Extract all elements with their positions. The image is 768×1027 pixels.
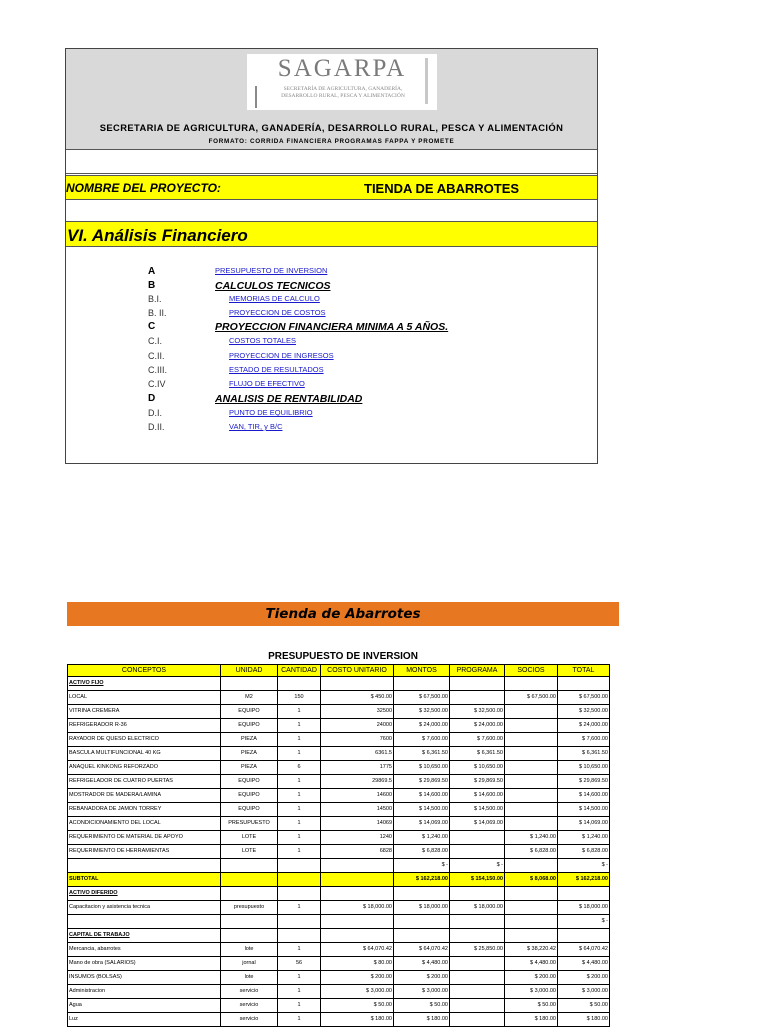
table-cell: $ 50.00 <box>558 999 610 1013</box>
table-cell: 14500 <box>321 803 394 817</box>
table-cell: REFRIGERADOR R-36 <box>68 719 221 733</box>
toc-key: B <box>148 280 156 291</box>
table-cell <box>221 915 278 929</box>
table-cell <box>505 705 558 719</box>
table-cell: $ 180.00 <box>394 1013 450 1027</box>
table-cell: 1 <box>278 1013 321 1027</box>
table-cell: $ - <box>558 915 610 929</box>
table-cell: $ 14,069.00 <box>558 817 610 831</box>
table-row <box>68 831 610 845</box>
table-cell <box>505 929 558 943</box>
table-cell: 1 <box>278 943 321 957</box>
table-row <box>68 705 610 719</box>
table-cell: $ 67,500.00 <box>558 691 610 705</box>
table-cell: $ 200.00 <box>505 971 558 985</box>
table-cell: servicio <box>221 999 278 1013</box>
table-cell <box>505 817 558 831</box>
table-cell <box>450 691 505 705</box>
table-cell <box>221 887 278 901</box>
table-cell: $ 50.00 <box>394 999 450 1013</box>
table-cell <box>221 873 278 887</box>
table-cell: 150 <box>278 691 321 705</box>
table-cell: $ 24,000.00 <box>394 719 450 733</box>
table-cell: EQUIPO <box>221 803 278 817</box>
toc-item <box>66 379 597 393</box>
table-cell <box>505 789 558 803</box>
agency-name: SECRETARIA DE AGRICULTURA, GANADERÍA, DESARROLLO RURAL, PESCA Y ALIMENTACIÓN <box>99 122 564 133</box>
table-cell: $ 10,650.00 <box>394 761 450 775</box>
toc-item <box>66 408 597 422</box>
budget-table <box>67 664 610 1027</box>
toc-item <box>66 365 597 379</box>
table-cell <box>278 915 321 929</box>
table-cell: Agua <box>68 999 221 1013</box>
toc-item <box>66 351 597 365</box>
table-cell <box>505 859 558 873</box>
divider <box>66 173 597 174</box>
toc-key: C.II. <box>148 351 165 361</box>
table-cell <box>321 915 394 929</box>
column-header: PROGRAMA <box>450 665 505 677</box>
toc-heading: CALCULOS TECNICOS <box>215 280 331 292</box>
table-cell: 1 <box>278 705 321 719</box>
table-cell: $ 1,240.00 <box>394 831 450 845</box>
table-cell: 6 <box>278 761 321 775</box>
table-cell: Administracion <box>68 985 221 999</box>
table-cell <box>505 747 558 761</box>
format-label: FORMATO: CORRIDA FINANCIERA PROGRAMAS FAPPA Y PROMETE <box>208 138 455 145</box>
table-cell: Capacitacion y asistencia tecnica <box>68 901 221 915</box>
table-cell: 1 <box>278 971 321 985</box>
column-header: COSTO UNITARIO <box>321 665 394 677</box>
table-cell: $ 4,480.00 <box>505 957 558 971</box>
table-cell: 56 <box>278 957 321 971</box>
column-header: CONCEPTOS <box>68 665 221 677</box>
table-cell: $ - <box>558 859 610 873</box>
table-cell: ACONDICIONAMIENTO DEL LOCAL <box>68 817 221 831</box>
table-row <box>68 719 610 733</box>
toc-link[interactable]: ESTADO DE RESULTADOS <box>229 365 324 374</box>
table-cell: LOTE <box>221 845 278 859</box>
column-header: TOTAL <box>558 665 610 677</box>
section-row <box>68 887 610 901</box>
table-cell: 1 <box>278 845 321 859</box>
table-cell: 1 <box>278 999 321 1013</box>
table-cell: $ - <box>450 859 505 873</box>
table-cell <box>394 677 450 691</box>
table-cell <box>558 677 610 691</box>
table-cell <box>278 873 321 887</box>
table-row <box>68 803 610 817</box>
table-cell: REBANADORA DE JAMON TORREY <box>68 803 221 817</box>
logo-subtitle: SECRETARÍA DE AGRICULTURA, GANADERÍA, DESARROLLO RURAL, PESCA Y ALIMENTACIÓN <box>281 86 405 99</box>
table-cell <box>450 845 505 859</box>
table-cell: $ 180.00 <box>558 1013 610 1027</box>
table-cell: $ 3,000.00 <box>558 985 610 999</box>
toc-key: B.I. <box>148 294 162 304</box>
table-cell: ACTIVO FIJO <box>68 677 221 691</box>
table-cell: ANAQUEL KINKONG REFORZADO <box>68 761 221 775</box>
table-cell: $ 38,220.42 <box>505 943 558 957</box>
column-header: MONTOS <box>394 665 450 677</box>
table-cell <box>321 873 394 887</box>
table-cell <box>450 929 505 943</box>
table-cell: Mercancia, abarrotes <box>68 943 221 957</box>
toc-key: C.I. <box>148 336 163 346</box>
table-cell: 1775 <box>321 761 394 775</box>
table-cell: $ 18,000.00 <box>394 901 450 915</box>
table-row <box>68 943 610 957</box>
table-cell: 1 <box>278 775 321 789</box>
table-row <box>68 999 610 1013</box>
table-cell: ACTIVO DIFERIDO <box>68 887 221 901</box>
table-cell <box>450 915 505 929</box>
table-cell: $ 32,500.00 <box>394 705 450 719</box>
project-row <box>66 175 597 200</box>
table-cell: $ 1,240.00 <box>505 831 558 845</box>
table-cell: $ 6,361.50 <box>450 747 505 761</box>
table-row <box>68 789 610 803</box>
table-cell: $ 50.00 <box>321 999 394 1013</box>
table-cell: RAYADOR DE QUESO ELECTRICO <box>68 733 221 747</box>
table-cell: 1 <box>278 817 321 831</box>
table-cell: $ 200.00 <box>321 971 394 985</box>
table-cell: $ 1,240.00 <box>558 831 610 845</box>
table-cell: $ 6,828.00 <box>505 845 558 859</box>
table-cell: 1 <box>278 901 321 915</box>
budget-header-row <box>68 665 610 677</box>
table-cell <box>505 719 558 733</box>
table-cell: 32500 <box>321 705 394 719</box>
table-cell <box>321 929 394 943</box>
column-header: SOCIOS <box>505 665 558 677</box>
table-cell: $ 3,000.00 <box>505 985 558 999</box>
table-cell <box>450 971 505 985</box>
table-cell <box>68 915 221 929</box>
table-cell <box>321 887 394 901</box>
table-cell <box>505 901 558 915</box>
table-cell: 14069 <box>321 817 394 831</box>
table-cell: EQUIPO <box>221 719 278 733</box>
table-cell <box>221 859 278 873</box>
table-cell <box>278 887 321 901</box>
subtotal-row <box>68 873 610 887</box>
table-cell: $ 154,150.00 <box>450 873 505 887</box>
table-cell <box>450 1013 505 1027</box>
table-cell: 1 <box>278 985 321 999</box>
toc-item <box>66 336 597 350</box>
table-cell: 1 <box>278 831 321 845</box>
table-cell <box>221 929 278 943</box>
table-cell: $ 18,000.00 <box>321 901 394 915</box>
project-label: NOMBRE DEL PROYECTO: <box>66 181 221 195</box>
table-cell: 14600 <box>321 789 394 803</box>
table-cell: Luz <box>68 1013 221 1027</box>
table-cell: PIEZA <box>221 733 278 747</box>
table-cell: $ 450.00 <box>321 691 394 705</box>
toc-link[interactable]: COSTOS TOTALES <box>229 336 296 345</box>
table-cell: $ 162,218.00 <box>558 873 610 887</box>
table-cell: 6828 <box>321 845 394 859</box>
toc-item <box>66 280 597 294</box>
toc-item <box>66 422 597 436</box>
toc-item <box>66 294 597 308</box>
table-cell: $ 29,869.50 <box>394 775 450 789</box>
toc-item <box>66 393 597 407</box>
table-cell: 24000 <box>321 719 394 733</box>
table-cell: $ 64,070.42 <box>558 943 610 957</box>
cover-sheet <box>65 48 598 464</box>
table-cell <box>505 915 558 929</box>
toc-item <box>66 321 597 335</box>
sagarpa-logo <box>247 54 437 110</box>
table-cell: EQUIPO <box>221 789 278 803</box>
table-cell <box>68 859 221 873</box>
table-cell: LOCAL <box>68 691 221 705</box>
table-cell: $ 14,600.00 <box>394 789 450 803</box>
table-cell <box>505 677 558 691</box>
toc-item <box>66 266 597 280</box>
table-cell: servicio <box>221 985 278 999</box>
table-row <box>68 957 610 971</box>
table-cell: 6361.5 <box>321 747 394 761</box>
table-cell: EQUIPO <box>221 775 278 789</box>
table-cell: jornal <box>221 957 278 971</box>
toc-item <box>66 308 597 322</box>
table-cell: $ 29,869.50 <box>450 775 505 789</box>
table-cell: servicio <box>221 1013 278 1027</box>
table-cell <box>450 985 505 999</box>
table-cell: REFRIGELADOR DE CUATRO PUERTAS <box>68 775 221 789</box>
table-cell <box>505 733 558 747</box>
table-cell: $ 200.00 <box>558 971 610 985</box>
table-cell: $ - <box>394 859 450 873</box>
toc-link[interactable]: PRESUPUESTO DE INVERSION <box>215 266 328 275</box>
toc-key: C.III. <box>148 365 168 375</box>
table-cell <box>321 677 394 691</box>
table-cell: $ 8,068.00 <box>505 873 558 887</box>
table-cell: VITRINA CREMERA <box>68 705 221 719</box>
table-cell: REQUERIMIENTO DE MATERIAL DE APOYO <box>68 831 221 845</box>
table-cell: $ 14,600.00 <box>558 789 610 803</box>
toc-link[interactable]: FLUJO DE EFECTIVO <box>229 379 305 388</box>
table-row <box>68 971 610 985</box>
table-row <box>68 1013 610 1027</box>
table-cell: 1240 <box>321 831 394 845</box>
table-cell <box>394 929 450 943</box>
table-cell: $ 3,000.00 <box>321 985 394 999</box>
table-cell <box>394 887 450 901</box>
table-cell: REQUERIMIENTO DE HERRAMIENTAS <box>68 845 221 859</box>
table-row <box>68 775 610 789</box>
table-cell: $ 29,869.50 <box>558 775 610 789</box>
table-cell: $ 24,000.00 <box>558 719 610 733</box>
table-row <box>68 985 610 999</box>
table-cell: $ 25,850.00 <box>450 943 505 957</box>
toc-key: D.II. <box>148 422 165 432</box>
table-cell: $ 7,600.00 <box>394 733 450 747</box>
table-cell: $ 14,500.00 <box>450 803 505 817</box>
table-cell <box>450 831 505 845</box>
table-cell: presupuesto <box>221 901 278 915</box>
budget-title: PRESUPUESTO DE INVERSION <box>268 651 418 662</box>
table-cell: INSUMOS (BOLSAS) <box>68 971 221 985</box>
table-cell <box>558 929 610 943</box>
table-cell: $ 32,500.00 <box>450 705 505 719</box>
table-row <box>68 747 610 761</box>
table-cell: $ 14,500.00 <box>394 803 450 817</box>
table-cell: $ 7,600.00 <box>558 733 610 747</box>
column-header: UNIDAD <box>221 665 278 677</box>
section-title: VI. Análisis Financiero <box>67 226 248 245</box>
toc-link[interactable]: VAN, TIR, y B/C <box>229 422 283 431</box>
table-cell <box>558 887 610 901</box>
table-row <box>68 691 610 705</box>
table-cell: $ 50.00 <box>505 999 558 1013</box>
table-cell <box>505 775 558 789</box>
table-cell: 1 <box>278 803 321 817</box>
table-cell: $ 200.00 <box>394 971 450 985</box>
table-cell: 1 <box>278 747 321 761</box>
table-cell: PIEZA <box>221 747 278 761</box>
table-cell: $ 14,500.00 <box>558 803 610 817</box>
toc-key: B. II. <box>148 308 167 318</box>
table-cell: 1 <box>278 733 321 747</box>
table-cell: CAPITAL DE TRABAJO <box>68 929 221 943</box>
table-cell: $ 6,828.00 <box>394 845 450 859</box>
table-cell <box>278 859 321 873</box>
section-row <box>68 677 610 691</box>
table-cell <box>505 803 558 817</box>
table-cell: EQUIPO <box>221 705 278 719</box>
table-cell: $ 4,480.00 <box>558 957 610 971</box>
table-cell <box>394 915 450 929</box>
table-cell: $ 67,500.00 <box>394 691 450 705</box>
table-cell: $ 24,000.00 <box>450 719 505 733</box>
table-row <box>68 845 610 859</box>
table-cell: $ 14,069.00 <box>394 817 450 831</box>
table-cell <box>278 929 321 943</box>
table-row <box>68 761 610 775</box>
table-cell: $ 6,361.50 <box>394 747 450 761</box>
toc-link[interactable]: MEMORIAS DE CALCULO <box>229 294 320 303</box>
table-cell: 1 <box>278 789 321 803</box>
table-cell: 1 <box>278 719 321 733</box>
toc-heading: PROYECCION FINANCIERA MINIMA A 5 AÑOS. <box>215 321 449 333</box>
table-cell: $ 4,480.00 <box>394 957 450 971</box>
table-cell: $ 162,218.00 <box>394 873 450 887</box>
table-cell: $ 6,828.00 <box>558 845 610 859</box>
table-cell: $ 32,500.00 <box>558 705 610 719</box>
table-cell: $ 64,070.42 <box>394 943 450 957</box>
toc-link[interactable]: PUNTO DE EQUILIBRIO <box>229 408 313 417</box>
table-cell <box>278 677 321 691</box>
table-cell: $ 14,600.00 <box>450 789 505 803</box>
table-cell: $ 80.00 <box>321 957 394 971</box>
table-row <box>68 733 610 747</box>
band-title-bar <box>67 602 619 626</box>
table-cell: $ 180.00 <box>321 1013 394 1027</box>
table-cell: $ 18,000.00 <box>450 901 505 915</box>
table-cell: lote <box>221 971 278 985</box>
table-cell: Mano de obra (SALARIOS) <box>68 957 221 971</box>
table-cell: BASCULA MULTIFUNCIONAL 40 KG <box>68 747 221 761</box>
table-cell: MOSTRADOR DE MADERA/LAMINA <box>68 789 221 803</box>
toc-key: D <box>148 393 156 404</box>
table-cell: $ 14,069.00 <box>450 817 505 831</box>
table-cell: $ 10,650.00 <box>558 761 610 775</box>
table-cell: $ 7,600.00 <box>450 733 505 747</box>
toc-heading: ANALISIS DE RENTABILIDAD <box>215 393 363 405</box>
table-row <box>68 915 610 929</box>
table-cell <box>505 761 558 775</box>
table-cell: $ 64,070.42 <box>321 943 394 957</box>
table-cell <box>450 999 505 1013</box>
table-cell: $ 6,361.50 <box>558 747 610 761</box>
table-cell: $ 180.00 <box>505 1013 558 1027</box>
table-cell <box>321 859 394 873</box>
header-band <box>66 49 597 150</box>
table-cell: LOTE <box>221 831 278 845</box>
table-cell: $ 67,500.00 <box>505 691 558 705</box>
toc-key: C <box>148 321 156 332</box>
table-cell: $ 3,000.00 <box>394 985 450 999</box>
table-row <box>68 859 610 873</box>
logo-wordmark: SAGARPA <box>277 55 407 82</box>
project-name: TIENDA DE ABARROTES <box>364 181 520 196</box>
table-cell <box>221 677 278 691</box>
section-title-row <box>66 221 597 247</box>
toc-link[interactable]: PROYECCION DE COSTOS <box>229 308 326 317</box>
toc-key: C.IV <box>148 379 166 389</box>
table-cell: PRESUPUESTO <box>221 817 278 831</box>
budget-body <box>68 677 610 1027</box>
table-cell <box>505 887 558 901</box>
table-cell <box>450 677 505 691</box>
table-cell: SUBTOTAL <box>68 873 221 887</box>
table-row <box>68 817 610 831</box>
table-cell: $ 18,000.00 <box>558 901 610 915</box>
toc-link[interactable]: PROYECCION DE INGRESOS <box>229 351 334 360</box>
table-cell: lote <box>221 943 278 957</box>
table-cell <box>450 887 505 901</box>
toc-key: A <box>148 266 156 277</box>
toc-key: D.I. <box>148 408 163 418</box>
column-header: CANTIDAD <box>278 665 321 677</box>
band-title: Tienda de Abarrotes <box>265 606 421 622</box>
table-cell: M2 <box>221 691 278 705</box>
logo-bar-decoration <box>255 86 257 108</box>
table-row <box>68 901 610 915</box>
table-cell: 7600 <box>321 733 394 747</box>
table-cell: PIEZA <box>221 761 278 775</box>
section-row <box>68 929 610 943</box>
table-cell: 29869.5 <box>321 775 394 789</box>
table-cell: $ 10,650.00 <box>450 761 505 775</box>
table-cell <box>450 957 505 971</box>
